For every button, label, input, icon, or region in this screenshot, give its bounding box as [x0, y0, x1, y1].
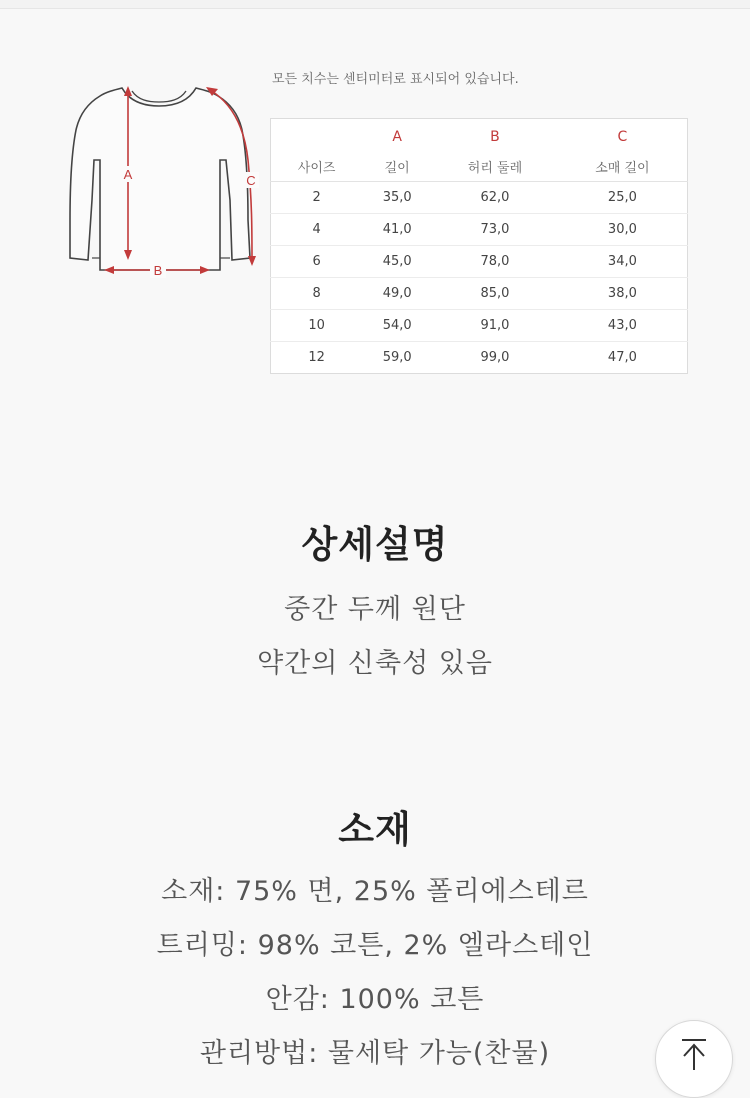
size-cell: 2 [271, 182, 363, 214]
table-row [271, 342, 688, 374]
column-letter: C [617, 129, 628, 145]
waist-cell: 99,0 [480, 350, 510, 365]
size-cell: 6 [271, 246, 363, 278]
sweater-illustration [62, 80, 272, 285]
sleeve-cell: 38,0 [558, 278, 688, 310]
waist-cell: 73,0 [432, 214, 558, 246]
size-cell: 10 [271, 310, 363, 342]
units-note: 모든 치수는 센티미터로 표시되어 있습니다. [272, 72, 519, 87]
detail-section [0, 515, 750, 691]
table-row [271, 310, 688, 342]
waist-cell: 78,0 [432, 246, 558, 278]
material-line: 트리밍: 98% 코튼, 2% 엘라스테인 [156, 930, 594, 961]
sleeve-cell: 25,0 [558, 182, 688, 214]
table-row [271, 214, 688, 246]
column-header-waist: 허리 둘레 [432, 151, 558, 182]
table-row [271, 246, 688, 278]
column-header-length: 길이 [362, 151, 432, 182]
material-line: 안감: 100% 코튼 [265, 984, 485, 1015]
arrow-up-icon [679, 1037, 709, 1071]
column-letters-row [271, 119, 688, 152]
material-line: 소재: 75% 면, 25% 폴리에스테르 [161, 876, 589, 907]
size-cell: 4 [271, 214, 363, 246]
size-chart-section [0, 0, 750, 400]
column-letter: A [392, 129, 402, 145]
waist-cell: 62,0 [432, 182, 558, 214]
length-cell: 35,0 [362, 182, 432, 214]
material-line: 관리방법: 물세탁 가능(찬물) [199, 1038, 551, 1069]
detail-line: 중간 두께 원단 [284, 594, 466, 625]
sleeve-cell: 30,0 [558, 214, 688, 246]
table-row [271, 278, 688, 310]
waist-cell: 85,0 [432, 278, 558, 310]
column-header-sleeve: 소매 길이 [558, 151, 688, 182]
material-section [0, 800, 750, 1081]
label-b: B [153, 263, 163, 278]
column-letter [271, 119, 363, 152]
size-cell: 8 [271, 278, 363, 310]
length-cell: 49,0 [362, 278, 432, 310]
sleeve-cell: 47,0 [607, 350, 637, 365]
length-cell: 59,0 [382, 350, 412, 365]
label-c: C [246, 173, 256, 188]
length-cell: 54,0 [362, 310, 432, 342]
material-title: 소재 [338, 808, 412, 851]
length-cell: 45,0 [362, 246, 432, 278]
column-headers-row [271, 151, 688, 182]
scroll-to-top-button[interactable] [655, 1020, 733, 1098]
sweater-diagram [62, 80, 272, 285]
label-a: A [123, 167, 133, 182]
length-cell: 41,0 [362, 214, 432, 246]
size-table [270, 118, 688, 374]
size-cell: 12 [308, 350, 325, 365]
waist-cell: 91,0 [432, 310, 558, 342]
detail-title: 상세설명 [301, 523, 449, 566]
table-row [271, 182, 688, 214]
detail-line: 약간의 신축성 있음 [257, 648, 493, 679]
sleeve-cell: 43,0 [558, 310, 688, 342]
column-header-size: 사이즈 [271, 151, 363, 182]
column-letter: B [490, 129, 500, 145]
sleeve-cell: 34,0 [558, 246, 688, 278]
